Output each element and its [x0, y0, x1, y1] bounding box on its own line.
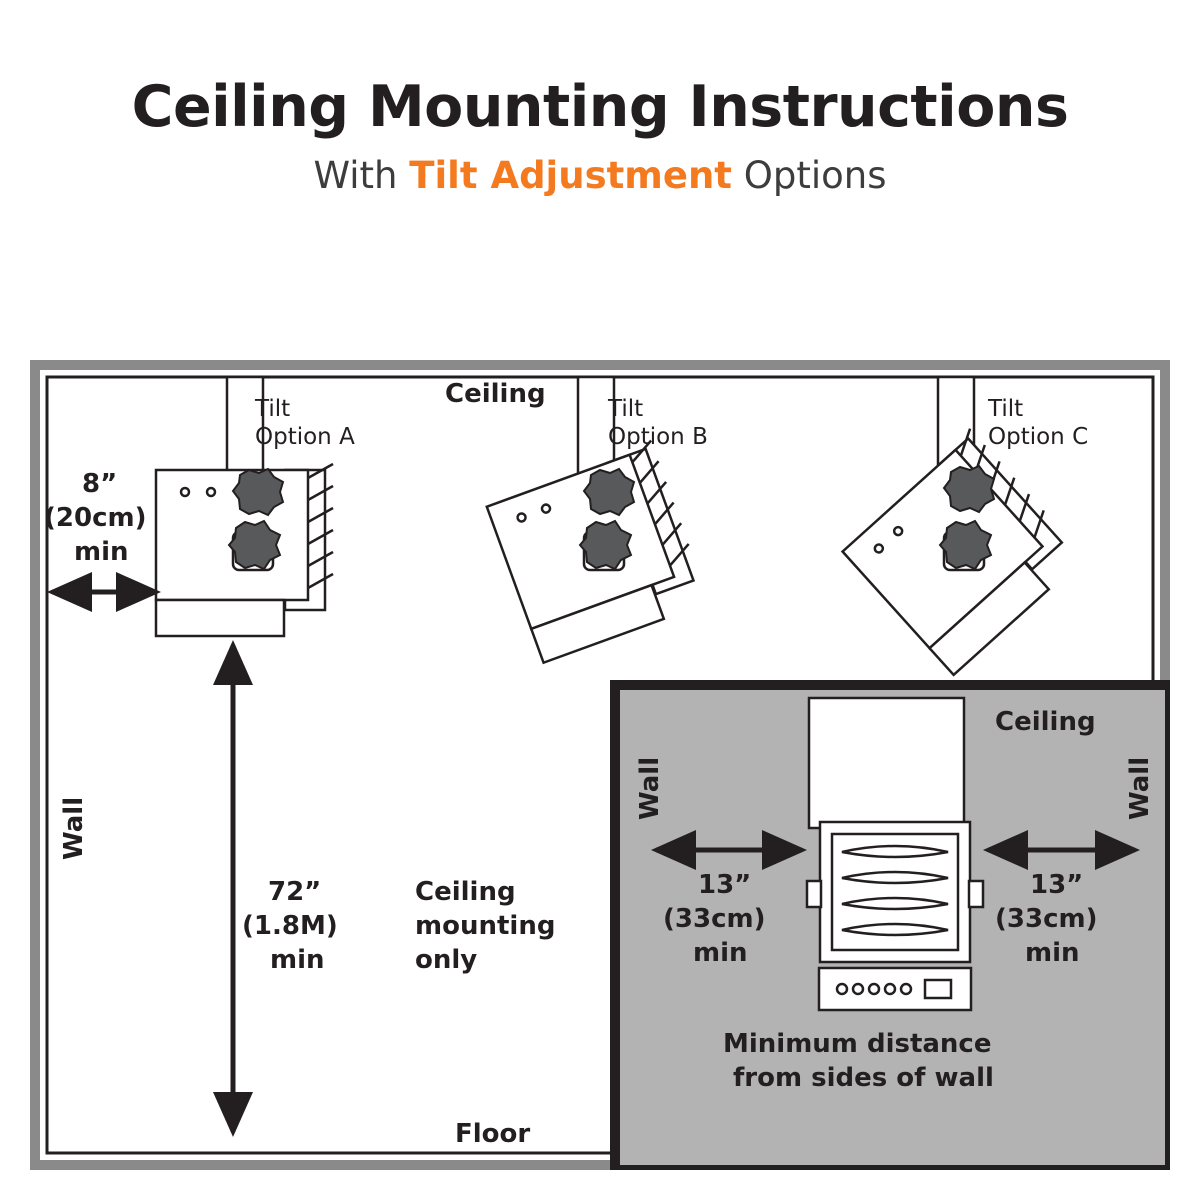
inset-right-line2: (33cm) — [995, 904, 1098, 934]
floor-clearance-dimension — [233, 645, 338, 1132]
wall-clearance-line2: (20cm) — [44, 503, 147, 533]
ceiling-label: Ceiling — [445, 379, 546, 409]
subtitle-prefix: With — [313, 153, 410, 197]
inset-caption-line2: from sides of wall — [733, 1063, 994, 1093]
heater-option-c — [839, 377, 1089, 675]
page-subtitle — [0, 154, 1200, 197]
inset-caption-line1: Minimum distance — [723, 1029, 992, 1059]
inset-left-line3: min — [693, 938, 748, 968]
mounting-diagram — [30, 360, 1170, 1170]
page-title: Ceiling Mounting Instructions — [131, 74, 1069, 140]
inset-ceiling-label: Ceiling — [995, 707, 1096, 737]
heater-front-view — [807, 698, 983, 1010]
subtitle-suffix: Options — [731, 153, 887, 197]
floor-clearance-line2: (1.8M) — [242, 911, 338, 941]
page-header — [0, 74, 1200, 197]
tilt-option-a-line2: Option A — [255, 424, 355, 450]
floor-label: Floor — [455, 1119, 531, 1149]
floor-clearance-line3: min — [270, 945, 325, 975]
inset-right-line3: min — [1025, 938, 1080, 968]
tilt-option-c-line2: Option C — [988, 424, 1089, 450]
inset-panel — [615, 685, 1170, 1170]
inset-right-line1: 13” — [1030, 870, 1084, 900]
inset-wall-label-left: Wall — [635, 756, 665, 820]
ceiling-only-line3: only — [415, 945, 478, 975]
floor-clearance-line1: 72” — [268, 877, 322, 907]
subtitle-accent: Tilt Adjustment — [409, 153, 732, 197]
tilt-option-c-line1: Tilt — [988, 396, 1024, 422]
tilt-option-b-line1: Tilt — [608, 396, 644, 422]
wall-label: Wall — [59, 796, 89, 860]
heater-option-a — [156, 377, 333, 636]
inset-left-line1: 13” — [698, 870, 752, 900]
tilt-option-b-line2: Option B — [608, 424, 708, 450]
ceiling-only-line1: Ceiling — [415, 877, 516, 907]
ceiling-only-line2: mounting — [415, 911, 556, 941]
wall-clearance-line1: 8” — [82, 469, 118, 499]
inset-wall-label-right: Wall — [1125, 756, 1155, 820]
wall-clearance-dimension — [44, 469, 156, 592]
ceiling-only-note — [415, 877, 555, 975]
wall-clearance-line3: min — [74, 537, 129, 567]
tilt-option-a-line1: Tilt — [255, 396, 291, 422]
inset-left-line2: (33cm) — [663, 904, 766, 934]
heater-option-b — [485, 377, 710, 663]
